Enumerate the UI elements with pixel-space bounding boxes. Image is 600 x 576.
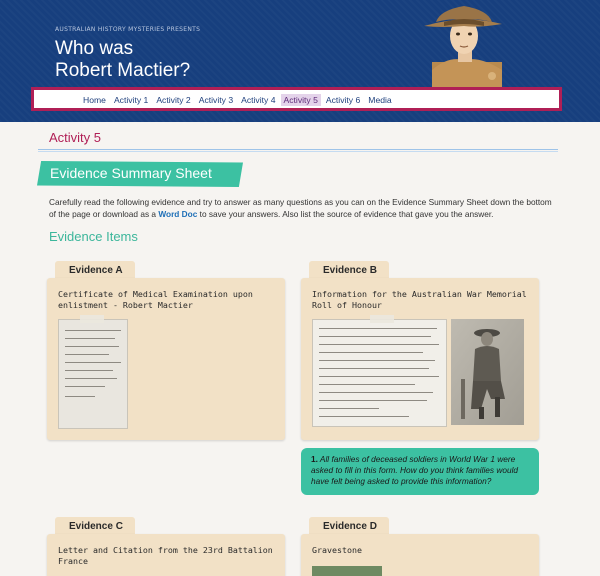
evidence-d-title: Gravestone bbox=[312, 545, 362, 555]
question-1-box bbox=[301, 448, 539, 495]
evidence-c-title: Letter and Citation from the 23rd Battalion France bbox=[58, 545, 273, 566]
nav-item-activity-6[interactable]: Activity 6 bbox=[325, 95, 361, 105]
nav-item-activity-2[interactable]: Activity 2 bbox=[156, 95, 191, 105]
series-label: AUSTRALIAN HISTORY MYSTERIES PRESENTS bbox=[55, 26, 201, 33]
nav-item-media[interactable]: Media bbox=[368, 95, 392, 105]
site-title-line2: Robert Mactier? bbox=[55, 60, 191, 81]
roll-of-honour-form-image[interactable] bbox=[312, 319, 447, 427]
title-divider bbox=[38, 149, 558, 152]
evidence-a-tab: Evidence A bbox=[55, 261, 135, 283]
evidence-items-heading: Evidence Items bbox=[49, 229, 138, 244]
nav-item-home[interactable]: Home bbox=[83, 95, 106, 105]
intro-text-start: Carefully read the following evidence and try to answer as many questions as you can on the Evidence Summary Sheet down the bottom of the page or download as a bbox=[49, 197, 552, 219]
nav-item-activity-3[interactable]: Activity 3 bbox=[198, 95, 234, 105]
question-text: All families of deceased soldiers in World War 1 were asked to fill in this form. How do you think families would have felt being asked to provide this information? bbox=[311, 454, 519, 486]
nav-item-activity-1[interactable]: Activity 1 bbox=[113, 95, 149, 105]
nav-item-activity-5[interactable]: Activity 5 bbox=[281, 94, 321, 106]
evidence-summary-banner: Evidence Summary Sheet bbox=[50, 165, 212, 181]
evidence-a-title: Certificate of Medical Examination upon enlistment - Robert Mactier bbox=[58, 289, 253, 310]
site-title[interactable] bbox=[55, 38, 190, 82]
soldier-portrait-illustration bbox=[418, 0, 510, 88]
page-title: Activity 5 bbox=[49, 130, 102, 145]
gravestone-image[interactable] bbox=[312, 566, 382, 576]
word-doc-link[interactable]: Word Doc bbox=[158, 209, 198, 219]
evidence-c-tab: Evidence C bbox=[55, 517, 135, 539]
tape-decoration bbox=[80, 315, 104, 323]
site-title-line1: Who was bbox=[55, 38, 134, 59]
intro-paragraph bbox=[49, 196, 554, 220]
main-nav bbox=[31, 87, 562, 111]
evidence-b-tab: Evidence B bbox=[309, 261, 389, 283]
soldier-photograph[interactable] bbox=[451, 319, 524, 425]
tape-decoration bbox=[370, 315, 394, 323]
evidence-d-tab: Evidence D bbox=[309, 517, 389, 539]
medical-certificate-image[interactable] bbox=[58, 319, 128, 429]
intro-text-end: to save your answers. Also list the source of evidence that gave you the answer. bbox=[197, 209, 494, 219]
evidence-b-title: Information for the Australian War Memorial Roll of Honour bbox=[312, 289, 527, 310]
nav-item-activity-4[interactable]: Activity 4 bbox=[241, 95, 276, 105]
question-number: 1. bbox=[311, 454, 318, 464]
